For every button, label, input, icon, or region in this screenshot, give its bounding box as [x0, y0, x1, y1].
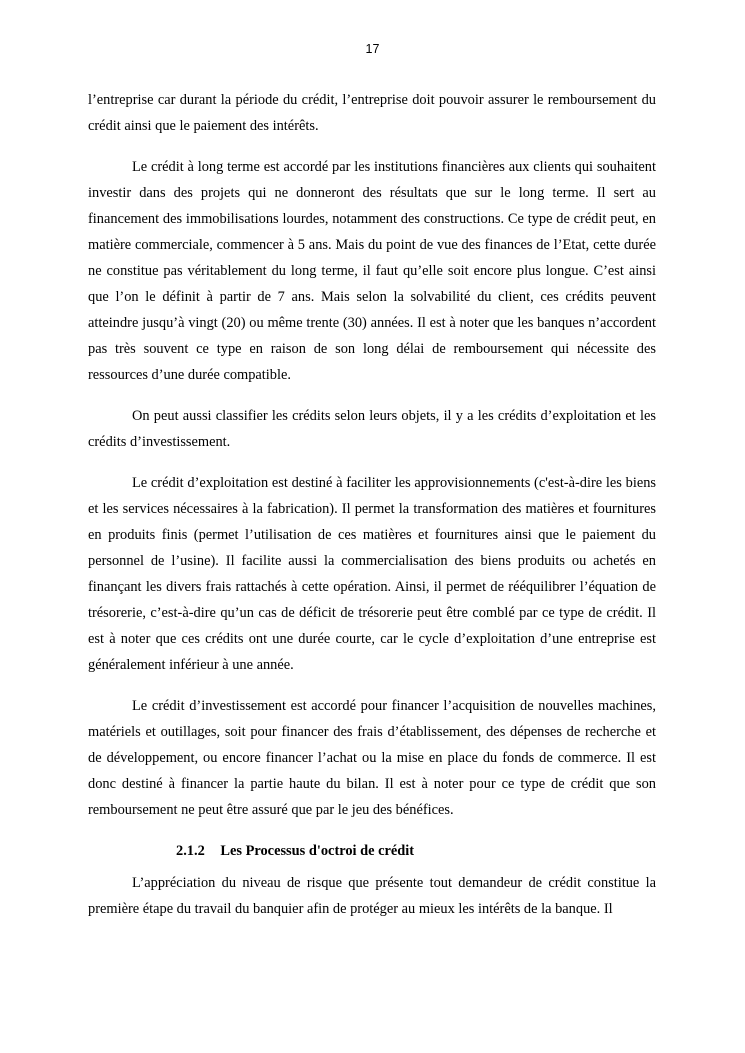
page-number: 17 — [365, 42, 380, 56]
paragraph-credit-process: L’appréciation du niveau de risque que présente tout demandeur de crédit constitue la première étape du travail du banquier afin de protéger au mieux les intérêts de la banque. Il — [88, 875, 656, 917]
body-text — [88, 87, 656, 922]
section-number: 2.1.2 — [176, 843, 205, 859]
section-title: Les Processus d'octroi de crédit — [220, 843, 415, 859]
paragraph-operating-credit: Le crédit d’exploitation est destiné à faciliter les approvisionnements (c'est-à-dire les biens et les services nécessaires à la fabrication). Il permet la transformation des matières et fournitures en produits finis (permet l’utilisation de ces matières et fournitures ainsi que le paiement du personnel de l’usine). Il facilite aussi la commercialisation des biens produits ou achetés en finançant les divers frais rattachés à cette opération. Ainsi, il permet de rééquilibrer l’équation de trésorerie, c’est-à-dire qu’un cas de déficit de trésorerie peut être comblé par ce type de crédit. Il est à noter que ces crédits ont une durée courte, car le cycle d’exploitation d’une entreprise est généralement inférieur à une année. — [88, 475, 656, 673]
paragraph-long-term-credit: Le crédit à long terme est accordé par les institutions financières aux clients qui souhaitent investir dans des projets qui ne donneront des résultats que sur le long terme. Il sert au financement des immobilisations lourdes, notamment des constructions. Ce type de crédit peut, en matière commerciale, commencer à 5 ans. Mais du point de vue des finances de l’Etat, cette durée ne constitue pas véritablement du long terme, il faut qu’elle soit encore plus longue. C’est ainsi que l’on le définit à partir de 7 ans. Mais selon la solvabilité du client, ces crédits peuvent atteindre jusqu’à vingt (20) ou même trente (30) années. Il est à noter que les banques n’accordent pas très souvent ce type en raison de son long délai de remboursement qui nécessite des ressources d’une durée compatible. — [88, 159, 656, 383]
paragraph-continuation: l’entreprise car durant la période du crédit, l’entreprise doit pouvoir assurer le remboursement du crédit ainsi que le paiement des intérêts. — [88, 92, 656, 134]
paragraph-investment-credit: Le crédit d’investissement est accordé pour financer l’acquisition de nouvelles machines, matériels et outillages, soit pour financer des frais d’établissement, des dépenses de recherche et de développement, ou encore financer l’achat ou la mise en place du fonds de commerce. Il est donc destiné à financer la partie haute du bilan. Il est à noter pour ce type de crédit que son remboursement ne peut être assuré que par le jeu des bénéfices. — [88, 698, 656, 818]
paragraph-credit-classification: On peut aussi classifier les crédits selon leurs objets, il y a les crédits d’exploitation et les crédits d’investissement. — [88, 408, 656, 450]
section-heading — [88, 838, 656, 864]
